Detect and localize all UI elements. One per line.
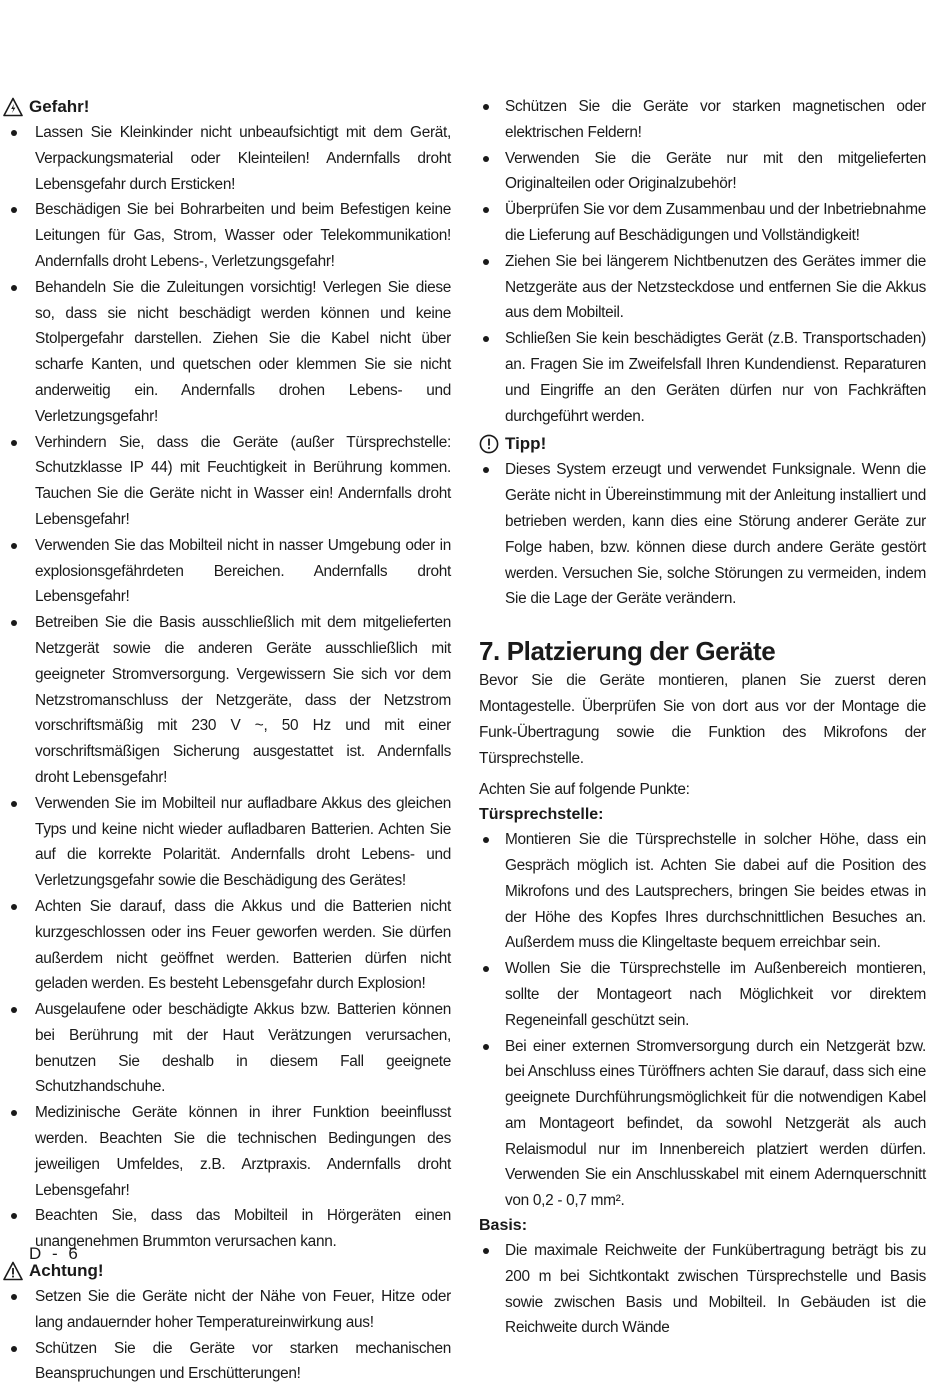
list-item [505, 827, 926, 956]
tip-icon [479, 434, 499, 454]
list-item-text: Betreiben Sie die Basis ausschließlich mit dem mitgelieferten Netzgerät sowie die anderen Geräte ausschließlich mit geeigneter Stromversorgung. Vergewissern Sie sich vor dem Netzstromanschluss der Netzgeräte, dass der Netzstrom vorschriftsmäßig mit 230 V ~, 50 Hz und mit einer vorschriftsmäßigen Sicherung ausgestattet ist. Andernfalls droht Lebensgefahr! [35, 614, 451, 786]
bullet-icon [483, 259, 489, 265]
bullet-icon [11, 207, 17, 213]
bullet-icon [11, 440, 17, 446]
list-item [35, 120, 451, 197]
bullet-icon [11, 1213, 17, 1219]
list-item [35, 1100, 451, 1203]
section-title: 7. Platzierung der Geräte [479, 636, 776, 667]
high-voltage-warning-icon [3, 97, 23, 117]
list-item [505, 197, 926, 249]
bullet-icon [483, 1044, 489, 1050]
list-item-text: Verwenden Sie das Mobilteil nicht in nasser Umgebung oder in explosionsgefährdeten Bereichen. Andernfalls droht Lebensgefahr! [35, 536, 451, 606]
bullet-icon [11, 801, 17, 807]
bullet-icon [11, 1110, 17, 1116]
bullet-icon [483, 837, 489, 843]
list-item-text: Setzen Sie die Geräte nicht der Nähe von Feuer, Hitze oder lang andauernder hoher Temperatureinwirkung aus! [35, 1288, 451, 1331]
list-item [35, 1336, 451, 1388]
list-item [505, 1238, 926, 1341]
bullet-icon [11, 130, 17, 136]
list-item-text: Dieses System erzeugt und verwendet Funksignale. Wenn die Geräte nicht in Übereinstimmung mit der Anleitung installiert und betrieben werden, kann dies eine Störung anderer Geräte zur Folge haben, bzw. können diese durch andere Geräte gestört werden. Versuchen Sie, solche Störungen zu vermeiden, indem Sie die Lage der Geräte verändern. [505, 461, 926, 608]
right-column [479, 94, 926, 1341]
list-item [505, 146, 926, 198]
danger-heading-text: Gefahr! [29, 97, 90, 116]
list-item-text: Beachten Sie, dass das Mobilteil in Hörgeräten einen unangenehmen Brummton verursachen kann. [35, 1207, 451, 1251]
list-item [35, 197, 451, 274]
list-item [35, 791, 451, 894]
list-item [35, 610, 451, 791]
danger-heading [3, 94, 451, 120]
base-list [479, 1238, 926, 1341]
list-item-text: Verwenden Sie im Mobilteil nur aufladbare Akkus des gleichen Typs und keine nicht wieder aufladbaren Batterien. Achten Sie auf die korrekte Polarität. Andernfalls droht Lebens- und Verletzungsgefahr sowie die Beschädigung des Gerätes! [35, 794, 451, 890]
left-column [31, 94, 451, 1387]
warning-icon [3, 1261, 23, 1281]
list-item [35, 997, 451, 1100]
bullet-icon [483, 1248, 489, 1254]
bullet-icon [483, 207, 489, 213]
list-item-text: Montieren Sie die Türsprechstelle in solcher Höhe, dass ein Gespräch möglich ist. Achten Sie dabei auf die Position des Mikrofons und des Lautsprechers, bringen Sie beides etwas in der Höhe des Kopfes Ihres durchschnittlichen Besuches an. Außerdem muss die Klingeltaste bequem erreichbar sein. [505, 831, 926, 952]
bullet-icon [483, 336, 489, 342]
page-number: D - 6 [29, 1244, 81, 1263]
list-item [505, 457, 926, 612]
danger-list [31, 120, 451, 1255]
bullet-icon [483, 467, 489, 473]
door-station-list [479, 827, 926, 1214]
list-item-text: Verhindern Sie, dass die Geräte (außer Türsprechstelle: Schutzklasse IP 44) mit Feuchtigkeit in Berührung kommen. Tauchen Sie die Geräte nicht in Wasser ein! Andernfalls droht Lebensgefahr! [35, 433, 451, 528]
bullet-icon [11, 904, 17, 910]
tip-heading [479, 431, 926, 457]
list-item-text: Behandeln Sie die Zuleitungen vorsichtig! Verlegen Sie diese so, dass sie nicht beschädigt werden können und keine Stolpergefahr darstellen. Ziehen Sie die Kabel nicht über scharfe Kanten, und quetschen oder klemmen Sie sie nicht anderweitig ein. Andernfalls drohen Lebens- und Verletzungsgefahr! [35, 278, 451, 425]
list-item-text: Medizinische Geräte können in ihrer Funktion beeinflusst werden. Beachten Sie die technischen Bedingungen des jeweiligen Umfeldes, z.B. Arztpraxis. Andernfalls droht Lebensgefahr! [35, 1104, 451, 1199]
list-item-text: Ziehen Sie bei längerem Nichtbenutzen des Gerätes immer die Netzgeräte aus der Netzsteckdose und entfernen Sie die Akkus aus dem Mobilteil. [505, 252, 926, 322]
bullet-icon [11, 620, 17, 626]
list-item-text: Schützen Sie die Geräte vor starken magnetischen oder elektrischen Feldern! [505, 98, 926, 141]
list-item [505, 249, 926, 326]
bullet-icon [11, 1346, 17, 1352]
door-station-heading: Türsprechstelle: [479, 806, 604, 824]
list-item [505, 94, 926, 146]
list-item [35, 1203, 451, 1255]
list-item [505, 1034, 926, 1215]
list-item [505, 326, 926, 429]
list-item [505, 956, 926, 1033]
list-item-text: Die maximale Reichweite der Funkübertragung beträgt bis zu 200 m bei Sichtkontakt zwischen Türsprechstelle und Basis sowie zwischen Basis und Mobilteil. In Gebäuden ist die Reichweite durch Wände [505, 1242, 926, 1337]
list-item-text: Verwenden Sie die Geräte nur mit den mitgelieferten Originalteilen oder Originalzubehör! [505, 149, 926, 193]
tip-heading-text: Tipp! [505, 434, 547, 454]
bullet-icon [11, 1007, 17, 1013]
bullet-icon [11, 543, 17, 549]
list-item [35, 275, 451, 430]
list-item-text: Wollen Sie die Türsprechstelle im Außenbereich montieren, sollte der Montageort nach Möglichkeit vor direktem Regeneinfall geschützt sein. [505, 960, 926, 1029]
bullet-icon [483, 104, 489, 110]
list-item-text: Bei einer externen Stromversorgung durch ein Netzgerät bzw. bei Anschluss eines Türöffners achten Sie darauf, dass sich eine geeignete Durchführungsmöglichkeit für die notwendigen Kabel am Montageort befindet, da sowohl Netzgerät als auch Relaismodul nur im Innenbereich platziert werden dürfen. Verwenden Sie ein Anschlusskabel mit einem Adernquerschnitt von 0,2 - 0,7 mm². [505, 1037, 926, 1210]
caution-heading-text: Achtung! [29, 1261, 104, 1281]
list-item-text: Schließen Sie kein beschädigtes Gerät (z.B. Transportschaden) an. Fragen Sie im Zweifelsfall Ihren Kundendienst. Reparaturen und Eingriffe an den Geräten dürfen nur von Fachkräften durchgeführt werden. [505, 330, 926, 425]
list-item [35, 1284, 451, 1336]
bullet-icon [11, 285, 17, 291]
list-item-text: Ausgelaufene oder beschädigte Akkus bzw. Batterien können bei Berührung mit der Haut Verätzungen verursachen, benutzen Sie deshalb in diesem Fall geeignete Schutzhandschuhe. [35, 1001, 451, 1096]
list-item-text: Überprüfen Sie vor dem Zusammenbau und der Inbetriebnahme die Lieferung auf Beschädigungen und Vollständigkeit! [505, 201, 926, 244]
bullet-icon [483, 966, 489, 972]
tip-list [479, 457, 926, 612]
points-label: Achten Sie auf folgende Punkte: [479, 781, 690, 799]
list-item [35, 533, 451, 610]
bullet-icon [483, 156, 489, 162]
list-item [35, 430, 451, 533]
caution-list [31, 1284, 451, 1387]
base-heading: Basis: [479, 1217, 528, 1235]
list-item-text: Lassen Sie Kleinkinder nicht unbeaufsichtigt mit dem Gerät, Verpackungsmaterial oder Kleinteilen! Andernfalls droht Lebensgefahr durch Ersticken! [35, 124, 451, 193]
caution-list-continued [479, 94, 926, 429]
intro-paragraph: Bevor Sie die Geräte montieren, planen Sie zuerst deren Montagestelle. Überprüfen Sie von dort aus vor der Montage die Funk-Übertragung sowie die Funktion des Mikrofons der Türsprechstelle. [479, 672, 926, 767]
list-item-text: Achten Sie darauf, dass die Akkus und die Batterien nicht kurzgeschlossen oder ins Feuer geworfen werden. Sie dürfen außerdem nicht geöffnet werden. Batterien dürfen nicht geladen werden. Es besteht Lebensgefahr durch Explosion! [35, 897, 451, 993]
list-item [35, 894, 451, 997]
list-item-text: Beschädigen Sie bei Bohrarbeiten und beim Befestigen keine Leitungen für Gas, Strom, Wasser oder Telekommunikation! Andernfalls droht Lebens-, Verletzungsgefahr! [35, 201, 451, 270]
list-item-text: Schützen Sie die Geräte vor starken mechanischen Beanspruchungen und Erschütterungen! [35, 1339, 451, 1383]
bullet-icon [11, 1294, 17, 1300]
